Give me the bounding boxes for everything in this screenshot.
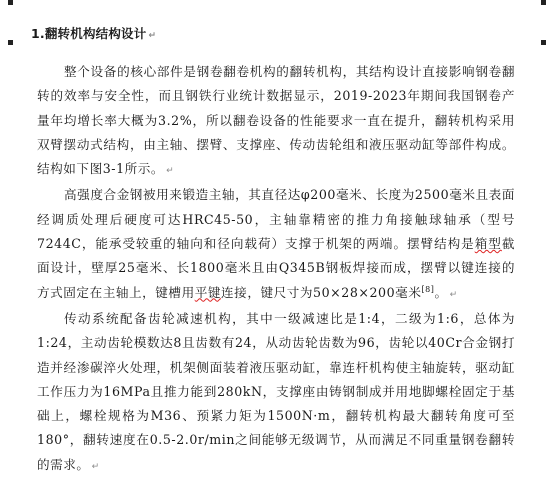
paragraph-mark-icon: ↵ bbox=[91, 461, 100, 472]
crop-mark-bottom-left bbox=[8, 40, 13, 45]
paragraph-2-text-c[interactable]: 连接，键尺寸为50×28×200毫米 bbox=[221, 284, 422, 300]
paragraph-mark-icon: ↵ bbox=[148, 31, 157, 41]
paragraph-1[interactable] bbox=[37, 60, 515, 183]
crop-mark-top-left bbox=[8, 0, 13, 5]
paragraph-3-text[interactable]: 传动系统配备齿轮减速机构，其中一级减速比是1:4，二级为1:6，总体为1:24，主动齿轮模数达8且齿数有24，从动齿轮齿数为96，齿轮以40Cr合金钢打造并经渗碳淬火处理，机架侧面装着液压驱动缸，靠连杆机构使主轴旋转，驱动缸工作压力为16MPa且推力能到280kN，支撑座由铸钢制成并用地脚螺栓固定于基础上，螺栓规格为M36、预紧力矩为1500N·m，翻转机构最大翻转角度可至180°，翻转速度在0.5-2.0r/min之间能够无级调节，从而满足不同重量钢卷翻转的需求。 bbox=[37, 310, 515, 472]
citation-marker[interactable]: [8] bbox=[421, 284, 435, 294]
paragraph-mark-icon: ↵ bbox=[449, 289, 458, 300]
section-heading[interactable] bbox=[31, 24, 156, 42]
paragraph-2-text-d[interactable]: 。 bbox=[434, 284, 448, 300]
paragraph-2-text-a[interactable]: 高强度合金钢被用来锻造主轴，其直径达φ200毫米、长度为2500毫米且表面经调质处理后硬度可达HRC45-50，主轴靠精密的推力角接触球轴承（型号7244C，能承受较重的轴向和径向载荷）支撑于机架的两端。摆臂结构是 bbox=[37, 187, 515, 252]
paragraph-3[interactable] bbox=[37, 307, 515, 479]
paragraph-2[interactable] bbox=[37, 183, 515, 306]
crop-mark-bottom-right bbox=[541, 40, 546, 45]
spellcheck-flagged-word[interactable]: 箱型 bbox=[474, 236, 502, 252]
spellcheck-flagged-word[interactable]: 平键 bbox=[194, 284, 222, 300]
crop-mark-top-right bbox=[541, 0, 546, 5]
body-text[interactable] bbox=[37, 60, 515, 479]
paragraph-mark-icon: ↵ bbox=[166, 166, 175, 177]
paragraph-2-text-b[interactable]: 截面设计，壁厚25毫米、长1800毫米且由Q345B钢板焊接而成，摆臂以键连接的方式固定在主轴上，键槽用 bbox=[37, 236, 515, 300]
paragraph-1-text[interactable]: 整个设备的核心部件是钢卷翻卷机构的翻转机构，其结构设计直接影响钢卷翻转的效率与安全性，而且钢铁行业统计数据显示，2019-2023年期间我国钢卷产量年均增长率大概为3.2%，所以翻卷设备的性能要求一直在提升，翻转机构采用双臂摆动式结构，由主轴、摆臂、支撑座、传动齿轮组和液压驱动缸等部件构成。结构如下图3-1所示。 bbox=[37, 64, 515, 177]
section-heading-text[interactable]: 1.翻转机构结构设计 bbox=[31, 26, 147, 41]
